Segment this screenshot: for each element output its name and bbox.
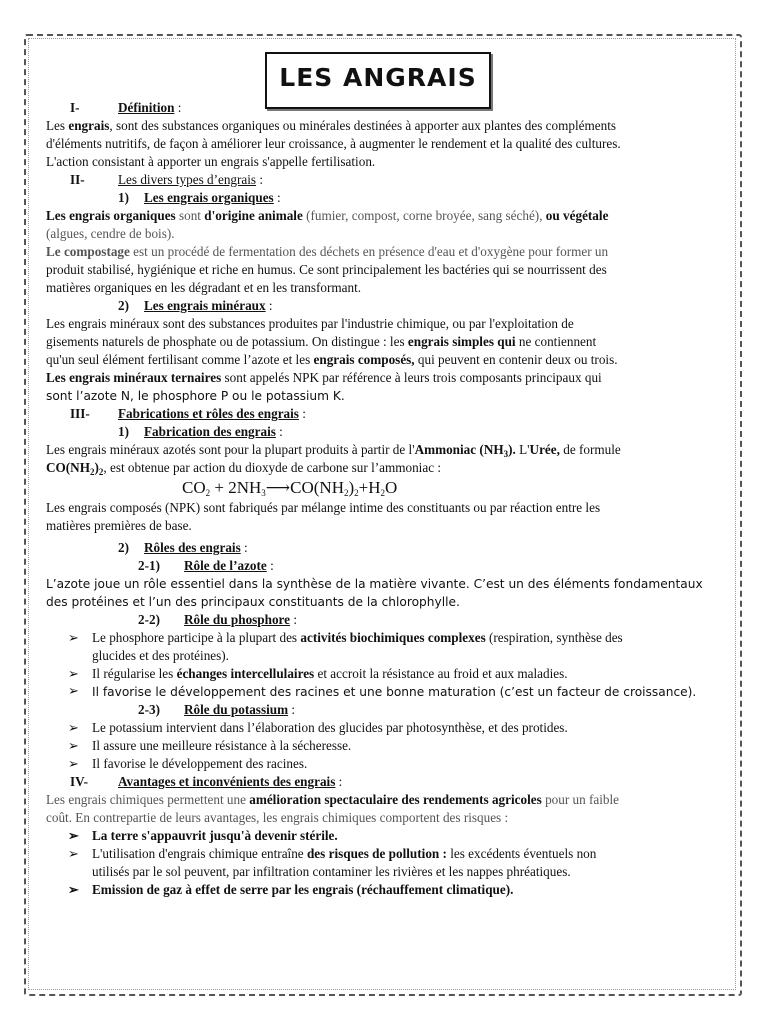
list-item: ➢ L'utilisation d'engrais chimique entraîne des risques de pollution : les excédents éventuels non	[46, 845, 722, 863]
subsection-heading-mineraux: 2) Les engrais minéraux :	[118, 298, 273, 313]
section-heading-types: II- Les divers types d’engrais :	[70, 172, 264, 187]
page-title: LES ANGRAIS	[279, 63, 477, 92]
paragraph-line: Les engrais composés (NPK) sont fabriqués par mélange intime des constituants ou par réaction entre les	[46, 500, 601, 515]
subsection-heading-organiques: 1) Les engrais organiques :	[118, 190, 281, 205]
section-heading-fabrications: III- Fabrications et rôles des engrais :	[70, 406, 306, 421]
paragraph-line: Les engrais organiques sont d'origine animale (fumier, compost, corne broyée, sang séché), ou végétale	[46, 208, 609, 223]
paragraph-line: matières organiques en les dégradant et en les transformant.	[46, 280, 362, 295]
document-body	[46, 99, 722, 899]
subsection-heading-fabrication: 1) Fabrication des engrais :	[118, 424, 283, 439]
subsection-heading-azote: 2-1) Rôle de l’azote :	[138, 558, 274, 573]
paragraph-line: Le compostage est un procédé de fermentation des déchets en présence d'eau et d'oxygène pour former un	[46, 244, 609, 259]
list-item: ➢ Le phosphore participe à la plupart des activités biochimiques complexes (respiration, synthèse des	[46, 629, 722, 647]
paragraph-line: L’azote joue un rôle essentiel dans la synthèse de la matière vivante. C’est un des éléments fondamentaux	[46, 577, 703, 591]
paragraph-line: Les engrais minéraux azotés sont pour la plupart produits à partir de l'Ammoniac $(NH_3)$. L'Urée, de formule	[46, 442, 621, 459]
subsection-heading-phosphore: 2-2) Rôle du phosphore :	[138, 612, 297, 627]
list-item: ➢ Il régularise les échanges intercellulaires et accroit la résistance au froid et aux maladies.	[46, 665, 722, 683]
paragraph-line: des protéines et l’un des principaux constituants de la chlorophylle.	[46, 595, 460, 609]
paragraph-line: Les engrais minéraux ternaires sont appelés NPK par référence à leurs trois composants principaux qui	[46, 370, 602, 385]
subsection-heading-potassium: 2-3) Rôle du potassium :	[138, 702, 296, 717]
paragraph-line: gisements naturels de phosphate ou de potassium. On distingue : les engrais simples qui ne contiennent	[46, 334, 597, 349]
reaction-arrow: ⟶	[265, 478, 291, 497]
chemical-equation: $CO_2$ + $2NH_3⟶CO(NH_2)_2+H_2O$	[182, 478, 398, 498]
paragraph-line: d'éléments nutritifs, de façon à améliorer leur croissance, à augmenter le rendement et la qualité des cultures.	[46, 136, 621, 151]
list-item: ➢ La terre s'appauvrit jusqu'à devenir stérile.	[46, 827, 722, 845]
list-item-continuation: glucides et des protéines).	[92, 648, 229, 663]
list-item: ➢ Il assure une meilleure résistance à la sécheresse.	[46, 737, 722, 755]
paragraph-line: sont l’azote N, le phosphore P ou le potassium K.	[46, 389, 345, 403]
paragraph-line: Les engrais, sont des substances organiques ou minérales destinées à apporter aux plantes des compléments	[46, 118, 616, 133]
subsection-heading-roles: 2) Rôles des engrais :	[118, 540, 248, 555]
paragraph-line: matières premières de base.	[46, 518, 192, 533]
paragraph-line: Les engrais minéraux sont des substances produites par l'industrie chimique, ou par l'exploitation de	[46, 316, 574, 331]
list-item: ➢ Le potassium intervient dans l’élaboration des glucides par photosynthèse, et des protides.	[46, 719, 722, 737]
paragraph-line: qu'un seul élément fertilisant comme l’azote et les engrais composés, qui peuvent en contenir deux ou trois.	[46, 352, 618, 367]
paragraph-line: Les engrais chimiques permettent une amélioration spectaculaire des rendements agricoles pour un faible	[46, 792, 620, 807]
paragraph-line: L'action consistant à apporter un engrais s'appelle fertilisation.	[46, 154, 376, 169]
list-item: ➢ Emission de gaz à effet de serre par les engrais (réchauffement climatique).	[46, 881, 722, 899]
list-item: ➢ Il favorise le développement des racines et une bonne maturation (c’est un facteur de croissance).	[46, 683, 722, 701]
section-heading-avantages: IV- Avantages et inconvénients des engrais :	[70, 774, 343, 789]
list-item: ➢ Il favorise le développement des racines.	[46, 755, 722, 773]
list-item-continuation: utilisés par le sol peuvent, par infiltration contaminer les rivières et les nappes phréatiques.	[92, 864, 571, 879]
paragraph-line: (algues, cendre de bois).	[46, 226, 175, 241]
paragraph-line: $CO(NH_2)_2$, est obtenue par action du dioxyde de carbone sur l’ammoniac :	[46, 460, 442, 477]
section-heading-definition: I- Définition :	[70, 100, 182, 115]
paragraph-line: produit stabilisé, hygiénique et riche en humus. Ce sont principalement les bactéries qui se nourrissent des	[46, 262, 607, 277]
paragraph-line: coût. En contrepartie de leurs avantages, les engrais chimiques comportent des risques :	[46, 810, 509, 825]
